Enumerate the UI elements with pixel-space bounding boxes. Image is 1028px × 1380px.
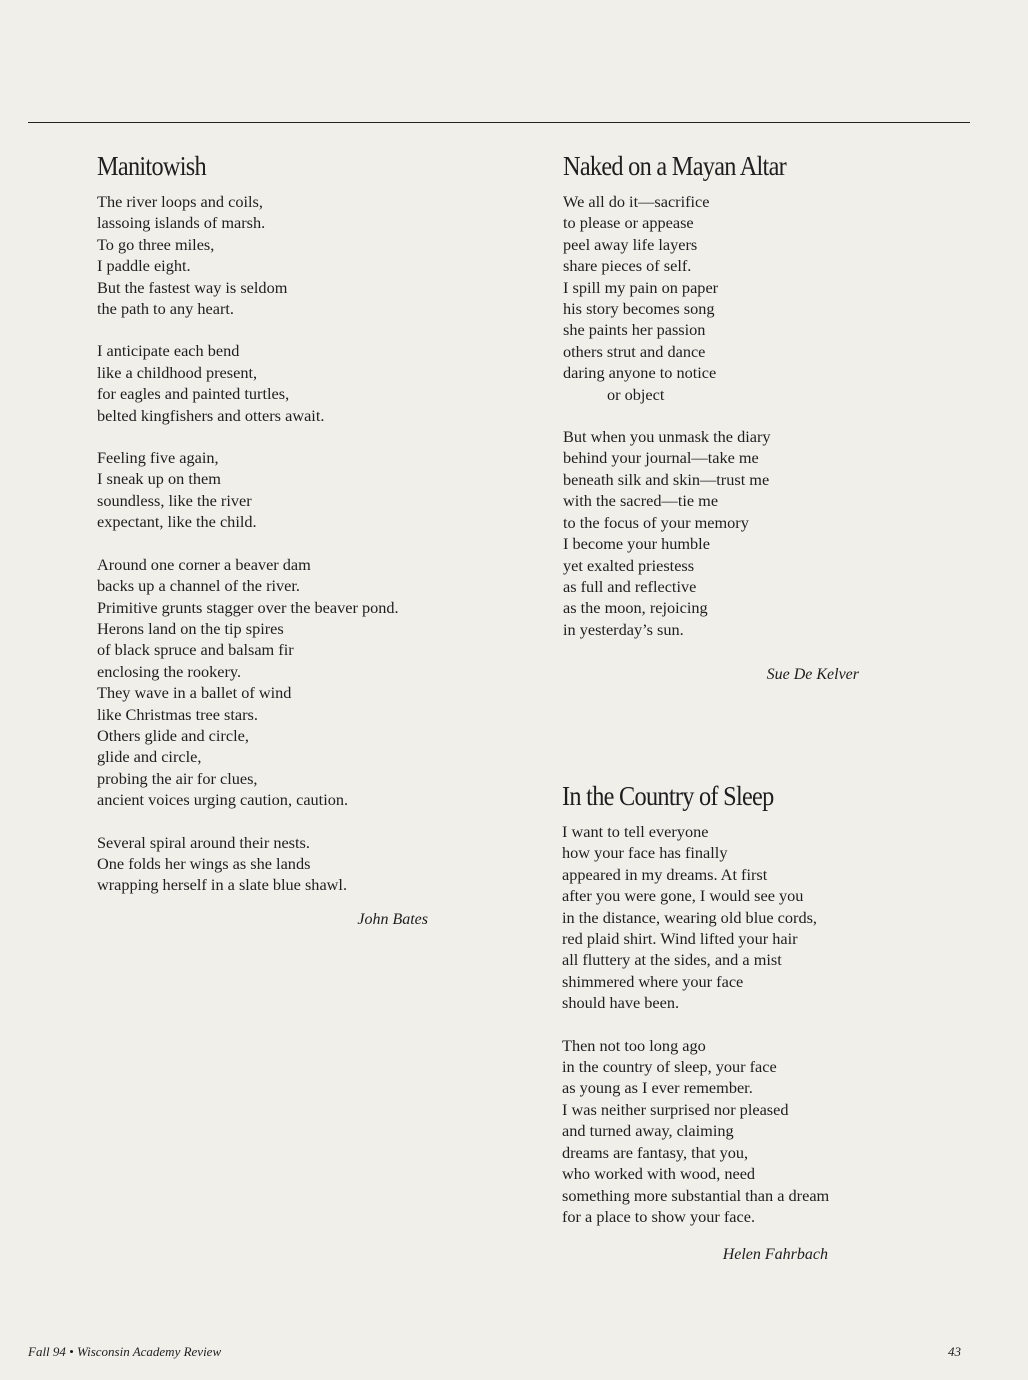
poem-line: I become your humble [563, 534, 710, 554]
page-number: 43 [948, 1344, 961, 1359]
stanza [562, 1035, 962, 1228]
footer-issue: Fall 94 • Wisconsin Academy Review [28, 1344, 222, 1359]
poem-line: glide and circle, [97, 747, 202, 767]
poem-author: Helen Fahrbach [722, 1246, 828, 1264]
stanza [97, 554, 497, 811]
poem-line: of black spruce and balsam fir [97, 640, 294, 660]
poem-line: Around one corner a beaver dam [97, 554, 311, 574]
poem-line: belted kingfishers and otters await. [97, 405, 325, 425]
poem-line: They wave in a ballet of wind [97, 683, 292, 703]
poem-line: enclosing the rookery. [97, 661, 242, 681]
poem-line: backs up a channel of the river. [97, 576, 300, 596]
poem-line: beneath silk and skin—trust me [563, 469, 770, 489]
poem-line: I paddle eight. [97, 256, 191, 276]
poem-line: after you were gone, I would see you [562, 886, 804, 906]
poem-line: I was neither surprised nor pleased [562, 1099, 789, 1119]
poem-line: others strut and dance [563, 341, 706, 361]
stanza [97, 340, 497, 426]
stanza [563, 426, 963, 640]
poem-line: in yesterday’s sun. [563, 619, 684, 639]
poem-line: share pieces of self. [563, 256, 692, 276]
poem-line: Primitive grunts stagger over the beaver pond. [97, 597, 399, 617]
poem-line: peel away life layers [563, 234, 698, 254]
poem-line: as full and reflective [563, 576, 697, 596]
poem-naked-on-a-mayan-altar [563, 150, 963, 685]
poem-line: in the country of sleep, your face [562, 1057, 777, 1077]
poem-line: with the sacred—tie me [563, 491, 719, 511]
poem-line: wrapping herself in a slate blue shawl. [97, 875, 348, 895]
poem-line: to the focus of your memory [563, 512, 749, 532]
poem-title: Naked on a Mayan Altar [563, 151, 787, 181]
poem-line: I sneak up on them [97, 469, 221, 489]
poem-line: his story becomes song [563, 299, 715, 319]
poem-line: the path to any heart. [97, 299, 234, 319]
poem-line: But when you unmask the diary [563, 427, 771, 447]
poem-line: red plaid shirt. Wind lifted your hair [562, 929, 798, 949]
poem-line: lassoing islands of marsh. [97, 213, 266, 233]
poem-line: I anticipate each bend [97, 341, 240, 361]
poem-line: Feeling five again, [97, 448, 219, 468]
poem-line: like Christmas tree stars. [97, 704, 258, 724]
poem-line: Then not too long ago [562, 1035, 706, 1055]
poem-line: as young as I ever remember. [562, 1078, 753, 1098]
poem-line: as the moon, rejoicing [563, 598, 708, 618]
poem-line: in the distance, wearing old blue cords, [562, 907, 817, 927]
header-rule [28, 122, 970, 123]
poem-line: dreams are fantasy, that you, [562, 1142, 749, 1162]
poem-line: something more substantial than a dream [562, 1185, 830, 1205]
poem-line: To go three miles, [97, 234, 215, 254]
poem-line: behind your journal—take me [563, 448, 759, 468]
poem-line: like a childhood present, [97, 362, 258, 382]
poem-line: I spill my pain on paper [563, 277, 719, 297]
poem-line: she paints her passion [563, 320, 706, 340]
poem-line: ancient voices urging caution, caution. [97, 790, 349, 810]
poem-in-the-country-of-sleep [562, 780, 962, 1265]
poem-line: soundless, like the river [97, 490, 252, 510]
poem-line: for eagles and painted turtles, [97, 384, 290, 404]
poem-line: One folds her wings as she lands [97, 853, 311, 873]
poem-line: for a place to show your face. [562, 1206, 756, 1226]
poem-line: and turned away, claiming [562, 1121, 734, 1141]
poem-line: Herons land on the tip spires [97, 618, 284, 638]
poem-line: But the fastest way is seldom [97, 277, 288, 297]
poem-line: We all do it—sacrifice [563, 192, 710, 211]
poem-line: appeared in my dreams. At first [562, 864, 768, 884]
poem-line: who worked with wood, need [562, 1164, 756, 1184]
poem-line: to please or appease [563, 213, 694, 233]
poem-line: Others glide and circle, [97, 725, 249, 745]
poem-line: Several spiral around their nests. [97, 832, 310, 852]
poem-line: I want to tell everyone [562, 822, 709, 841]
stanza [97, 832, 497, 896]
poem-line: expectant, like the child. [97, 512, 257, 532]
poem-line: all fluttery at the sides, and a mist [562, 950, 782, 970]
stanza [97, 447, 497, 533]
stanza [563, 191, 963, 405]
poem-line: should have been. [562, 993, 680, 1013]
poem-line: The river loops and coils, [97, 192, 263, 211]
poem-line: how your face has finally [562, 843, 728, 863]
stanza [562, 821, 962, 1014]
poem-line: yet exalted priestess [563, 555, 695, 575]
stanza [97, 191, 497, 319]
poem-title: Manitowish [97, 151, 206, 181]
poem-title: In the Country of Sleep [562, 781, 774, 811]
poem-line: or object [607, 384, 665, 404]
poem-line: daring anyone to notice [563, 363, 717, 383]
poem-author: Sue De Kelver [766, 666, 859, 684]
poem-line: probing the air for clues, [97, 768, 258, 788]
poem-manitowish [97, 150, 497, 930]
poem-author: John Bates [357, 910, 428, 928]
poem-line: shimmered where your face [562, 971, 744, 991]
